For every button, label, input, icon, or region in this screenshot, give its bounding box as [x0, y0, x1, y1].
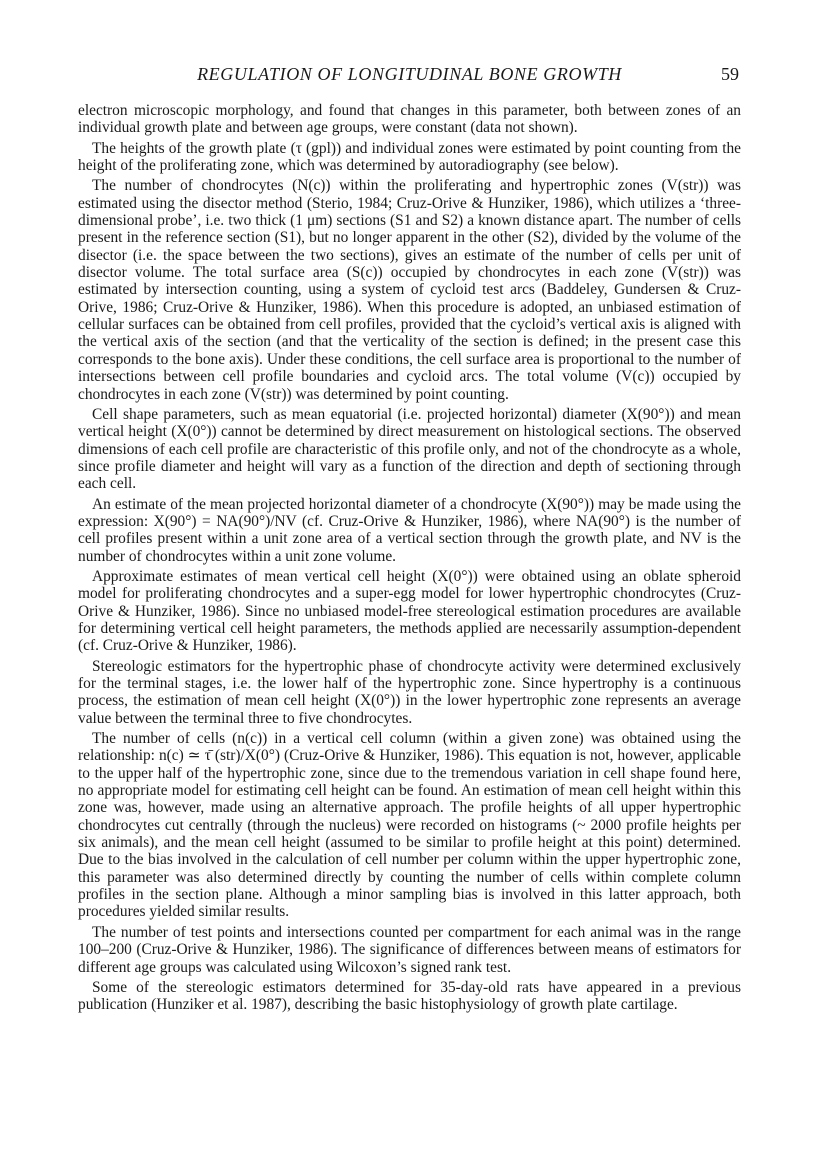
- paragraph: Cell shape parameters, such as mean equatorial (i.e. projected horizontal) diameter (X(90°)) and mean vertical height (X(0°)) cannot be determined by direct measurement on histological sections. The observed dimensions of each cell profile are characteristic of this profile only, and not of the chondrocyte as a whole, since profile diameter and height will vary as a function of the direction and depth of sectioning through each cell.: [78, 405, 741, 493]
- paragraph: The heights of the growth plate (τ (gpl)) and individual zones were estimated by point counting from the height of the proliferating zone, which was determined by autoradiography (see below).: [78, 139, 741, 175]
- paragraph: Approximate estimates of mean vertical cell height (X(0°)) were obtained using an oblate spheroid model for proliferating chondrocytes and a super-egg model for lower hypertrophic chondrocytes (Cruz-Orive & Hunziker, 1986). Since no unbiased model-free stereological estimation procedures are available for determining vertical cell height parameters, the methods applied are necessarily assumption-dependent (cf. Cruz-Orive & Hunziker, 1986).: [78, 567, 741, 655]
- page-number: 59: [721, 64, 739, 84]
- running-title: REGULATION OF LONGITUDINAL BONE GROWTH: [197, 64, 622, 84]
- paragraph: An estimate of the mean projected horizontal diameter of a chondrocyte (X(90°)) may be made using the expression: X(90°) = NA(90°)/NV (cf. Cruz-Orive & Hunziker, 1986), where NA(90°) is the number of cell profiles present within a unit zone area of a vertical section through the growth plate, and NV is the number of chondrocytes within a unit zone volume.: [78, 495, 741, 565]
- paragraph: Some of the stereologic estimators determined for 35-day-old rats have appeared in a previous publication (Hunziker et al. 1987), describing the basic histophysiology of growth plate cartilage.: [78, 978, 741, 1014]
- body-text: [78, 102, 741, 1014]
- paragraph: Stereologic estimators for the hypertrophic phase of chondrocyte activity were determined exclusively for the terminal stages, i.e. the lower half of the hypertrophic zone. Since hypertrophy is a continuous process, the estimation of mean cell height (X(0°)) in the lower hypertrophic zone represents an average value between the terminal three to five chondrocytes.: [78, 657, 741, 727]
- page-header: [78, 66, 741, 92]
- paragraph: The number of test points and intersections counted per compartment for each animal was in the range 100–200 (Cruz-Orive & Hunziker, 1986). The significance of differences between means of estimators for different age groups was calculated using Wilcoxon’s signed rank test.: [78, 923, 741, 976]
- paragraph: electron microscopic morphology, and found that changes in this parameter, both between zones of an individual growth plate and between age groups, were constant (data not shown).: [78, 102, 741, 137]
- paragraph: The number of cells (n(c)) in a vertical cell column (within a given zone) was obtained using the relationship: n(c) ≃ τ̄ (str)/X(0°) (Cruz-Orive & Hunziker, 1986). This equation is not, however, applicable to the upper half of the hypertrophic zone, since due to the tremendous variation in cell shape found here, no appropriate model for estimating cell height can be found. An estimation of mean cell height within this zone was, however, made using an alternative approach. The profile heights of all upper hypertrophic chondrocytes cut centrally (through the nucleus) were recorded on histograms (~ 2000 profile heights per six animals), and the mean cell height (assumed to be similar to profile height at this point) determined. Due to the bias involved in the calculation of cell number per column within the upper hypertrophic zone, this parameter was also determined directly by counting the number of cells within complete column profiles in the section plane. Although a minor sampling bias is involved in this latter approach, both procedures yielded similar results.: [78, 730, 741, 921]
- journal-page: [78, 66, 741, 1014]
- paragraph: The number of chondrocytes (N(c)) within the proliferating and hypertrophic zones (V(str)) was estimated using the disector method (Sterio, 1984; Cruz-Orive & Hunziker, 1986), which utilizes a ‘three-dimensional probe’, i.e. two thick (1 μm) sections (S1 and S2) a known distance apart. The number of cells present in the reference section (S1), but no longer apparent in the other (S2), divided by the volume of the disector (i.e. the space between the two sections), gives an estimate of the number of cells per unit of disector volume. The total surface area (S(c)) occupied by chondrocytes in each zone (V(str)) was estimated by intersection counting, using a system of cycloid test arcs (Baddeley, Gundersen & Cruz-Orive, 1986; Cruz-Orive & Hunziker, 1986). When this procedure is adopted, an unbiased estimation of cellular surfaces can be obtained from cell profiles, provided that the cycloid’s vertical axis is aligned with the vertical axis of the section (and that the verticality of the section is defined; in the present case this corresponds to the bone axis). Under these conditions, the cell surface area is proportional to the number of intersections between cell profile boundaries and cycloid arcs. The total volume (V(c)) occupied by chondrocytes in each zone (V(str)) was determined by point counting.: [78, 177, 741, 403]
